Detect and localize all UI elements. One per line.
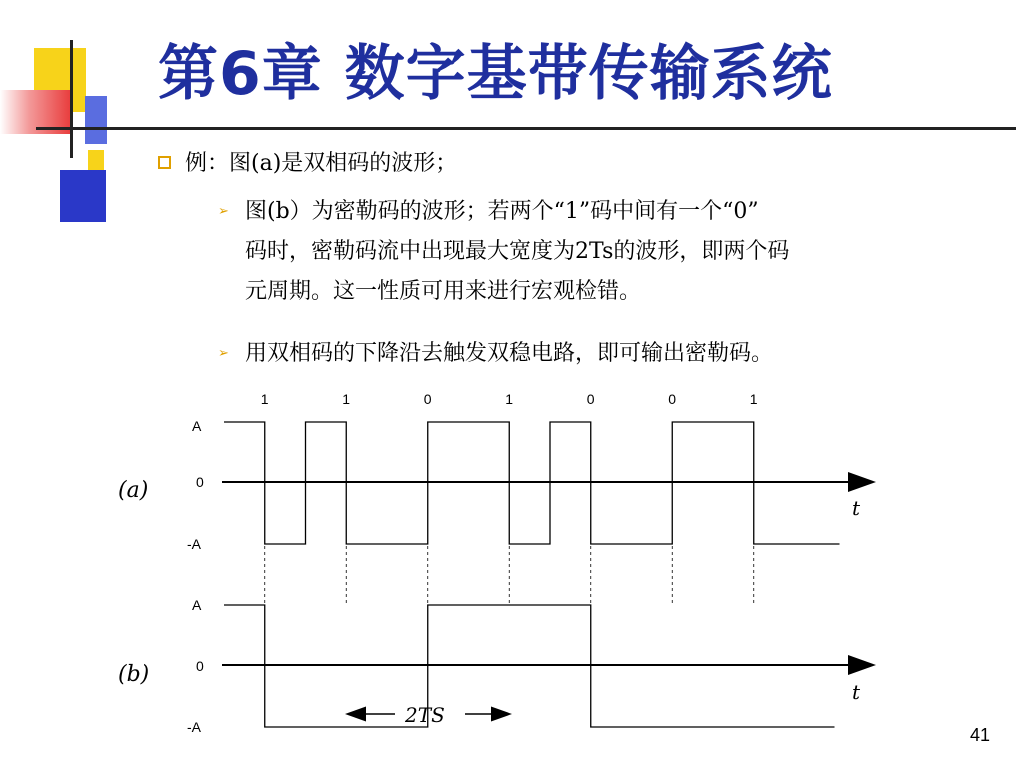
amp-label-b-pos: A: [192, 597, 202, 613]
bit-boundary-dashes: [265, 546, 754, 603]
sub-bullet-1-line1: 图(b）为密勒码的波形；若两个“1”码中间有一个“0”: [245, 199, 759, 224]
bit-label: 1: [749, 391, 758, 407]
sub-bullet-2-text: 用双相码的下降沿去触发双稳电路，即可输出密勒码。: [245, 341, 774, 366]
bit-label: 1: [505, 391, 514, 407]
bit-labels: [261, 391, 758, 407]
t-label-b: t: [852, 680, 861, 704]
arrow-bullet-icon: ➢: [218, 204, 229, 219]
bit-label: 0: [423, 391, 432, 407]
panel-b-label: (b): [118, 662, 150, 687]
panel-a-label: (a): [118, 478, 149, 503]
amp-label-b-neg: -A: [187, 719, 201, 735]
amp-label-a-pos: A: [192, 418, 202, 434]
bit-label: 0: [586, 391, 595, 407]
arrow-bullet-icon: ➢: [218, 346, 229, 361]
bullet-main-text: 例：图(a)是双相码的波形；: [185, 151, 458, 176]
amp-label-b-zero: 0: [196, 658, 204, 674]
amp-label-a-neg: -A: [187, 536, 201, 552]
bit-label: 0: [668, 391, 677, 407]
sub-bullet-1-line2: 码时，密勒码流中出现最大宽度为2Ts的波形，即两个码: [245, 239, 790, 264]
amp-label-a-zero: 0: [196, 474, 204, 490]
t-label-a: t: [852, 496, 861, 520]
page-number: 41: [969, 725, 990, 745]
span-label: 2TS: [405, 703, 445, 727]
bit-label: 1: [342, 391, 351, 407]
sub-bullet-1-line3: 元周期。这一性质可用来进行宏观检错。: [245, 279, 642, 304]
slide-title: 第6章 数字基带传输系统: [158, 39, 833, 109]
bit-label: 1: [260, 391, 269, 407]
